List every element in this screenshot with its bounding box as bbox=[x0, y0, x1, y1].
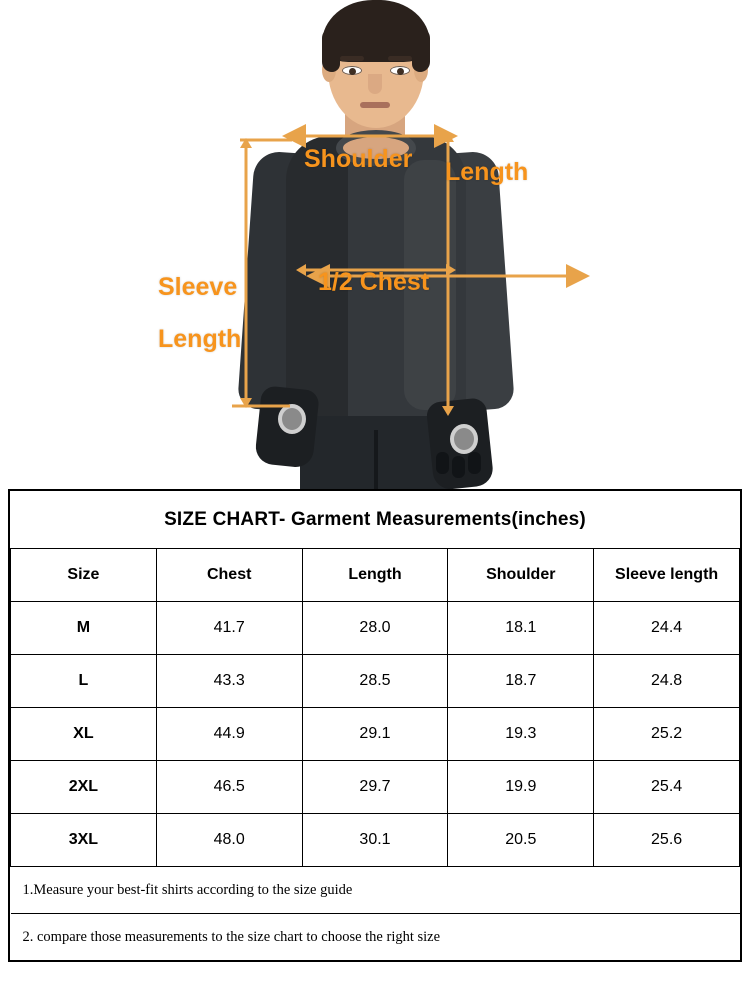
table-row bbox=[11, 761, 740, 814]
cell-shoulder: 20.5 bbox=[448, 814, 594, 867]
size-chart-title-row bbox=[11, 491, 740, 549]
cell-size: M bbox=[11, 602, 157, 655]
model-left-pupil bbox=[349, 68, 356, 75]
cell-length: 28.5 bbox=[302, 655, 448, 708]
cell-length: 30.1 bbox=[302, 814, 448, 867]
table-row bbox=[11, 602, 740, 655]
column-header-sleeve-length: Sleeve length bbox=[594, 549, 740, 602]
cell-length: 29.7 bbox=[302, 761, 448, 814]
model-right-pupil bbox=[397, 68, 404, 75]
cell-sleeve-length: 25.6 bbox=[594, 814, 740, 867]
table-row bbox=[11, 655, 740, 708]
size-chart-title: SIZE CHART- Garment Measurements(inches) bbox=[11, 491, 740, 549]
cell-chest: 43.3 bbox=[156, 655, 302, 708]
cell-shoulder: 19.9 bbox=[448, 761, 594, 814]
note-row bbox=[11, 867, 740, 914]
model-hair-right bbox=[412, 28, 430, 72]
model-left-eyebrow bbox=[340, 56, 364, 61]
cell-size: L bbox=[11, 655, 157, 708]
column-header-length: Length bbox=[302, 549, 448, 602]
cell-size: 2XL bbox=[11, 761, 157, 814]
cell-size: 3XL bbox=[11, 814, 157, 867]
right-glove-finger-3 bbox=[468, 452, 481, 474]
right-glove-finger-1 bbox=[436, 452, 449, 474]
table-row bbox=[11, 708, 740, 761]
cell-chest: 44.9 bbox=[156, 708, 302, 761]
cell-sleeve-length: 25.4 bbox=[594, 761, 740, 814]
model-illustration bbox=[0, 0, 750, 490]
note-row bbox=[11, 914, 740, 961]
model-nose bbox=[368, 74, 382, 94]
annotation-sleeve-line-2: Length bbox=[158, 325, 242, 353]
table-row bbox=[11, 814, 740, 867]
cell-chest: 48.0 bbox=[156, 814, 302, 867]
annotation-shoulder: Shoulder bbox=[304, 145, 413, 173]
cell-sleeve-length: 24.4 bbox=[594, 602, 740, 655]
table-header-row bbox=[11, 549, 740, 602]
model-mouth bbox=[360, 102, 390, 108]
cell-chest: 41.7 bbox=[156, 602, 302, 655]
column-header-shoulder: Shoulder bbox=[448, 549, 594, 602]
note-compare-measurements: 2. compare those measurements to the size chart to choose the right size bbox=[11, 914, 740, 961]
column-header-size: Size bbox=[11, 549, 157, 602]
cell-chest: 46.5 bbox=[156, 761, 302, 814]
size-chart-table bbox=[10, 491, 740, 960]
cell-size: XL bbox=[11, 708, 157, 761]
cell-shoulder: 18.1 bbox=[448, 602, 594, 655]
annotation-half-chest: 1/2 Chest bbox=[318, 268, 430, 296]
right-glove-ring bbox=[450, 424, 478, 454]
note-measure-best-fit: 1.Measure your best-fit shirts according to the size guide bbox=[11, 867, 740, 914]
model-right-eyebrow bbox=[388, 56, 412, 61]
cell-sleeve-length: 24.8 bbox=[594, 655, 740, 708]
column-header-chest: Chest bbox=[156, 549, 302, 602]
left-glove-ring bbox=[278, 404, 306, 434]
model-hair-left bbox=[322, 28, 340, 72]
right-glove-finger-2 bbox=[452, 456, 465, 478]
cell-length: 29.1 bbox=[302, 708, 448, 761]
size-chart bbox=[8, 489, 742, 962]
annotation-length: Length bbox=[445, 158, 529, 186]
cell-sleeve-length: 25.2 bbox=[594, 708, 740, 761]
cell-length: 28.0 bbox=[302, 602, 448, 655]
cell-shoulder: 18.7 bbox=[448, 655, 594, 708]
product-measurement-diagram bbox=[0, 0, 750, 490]
model-trouser-seam bbox=[374, 430, 378, 490]
cell-shoulder: 19.3 bbox=[448, 708, 594, 761]
annotation-sleeve-line-1: Sleeve bbox=[158, 273, 238, 301]
